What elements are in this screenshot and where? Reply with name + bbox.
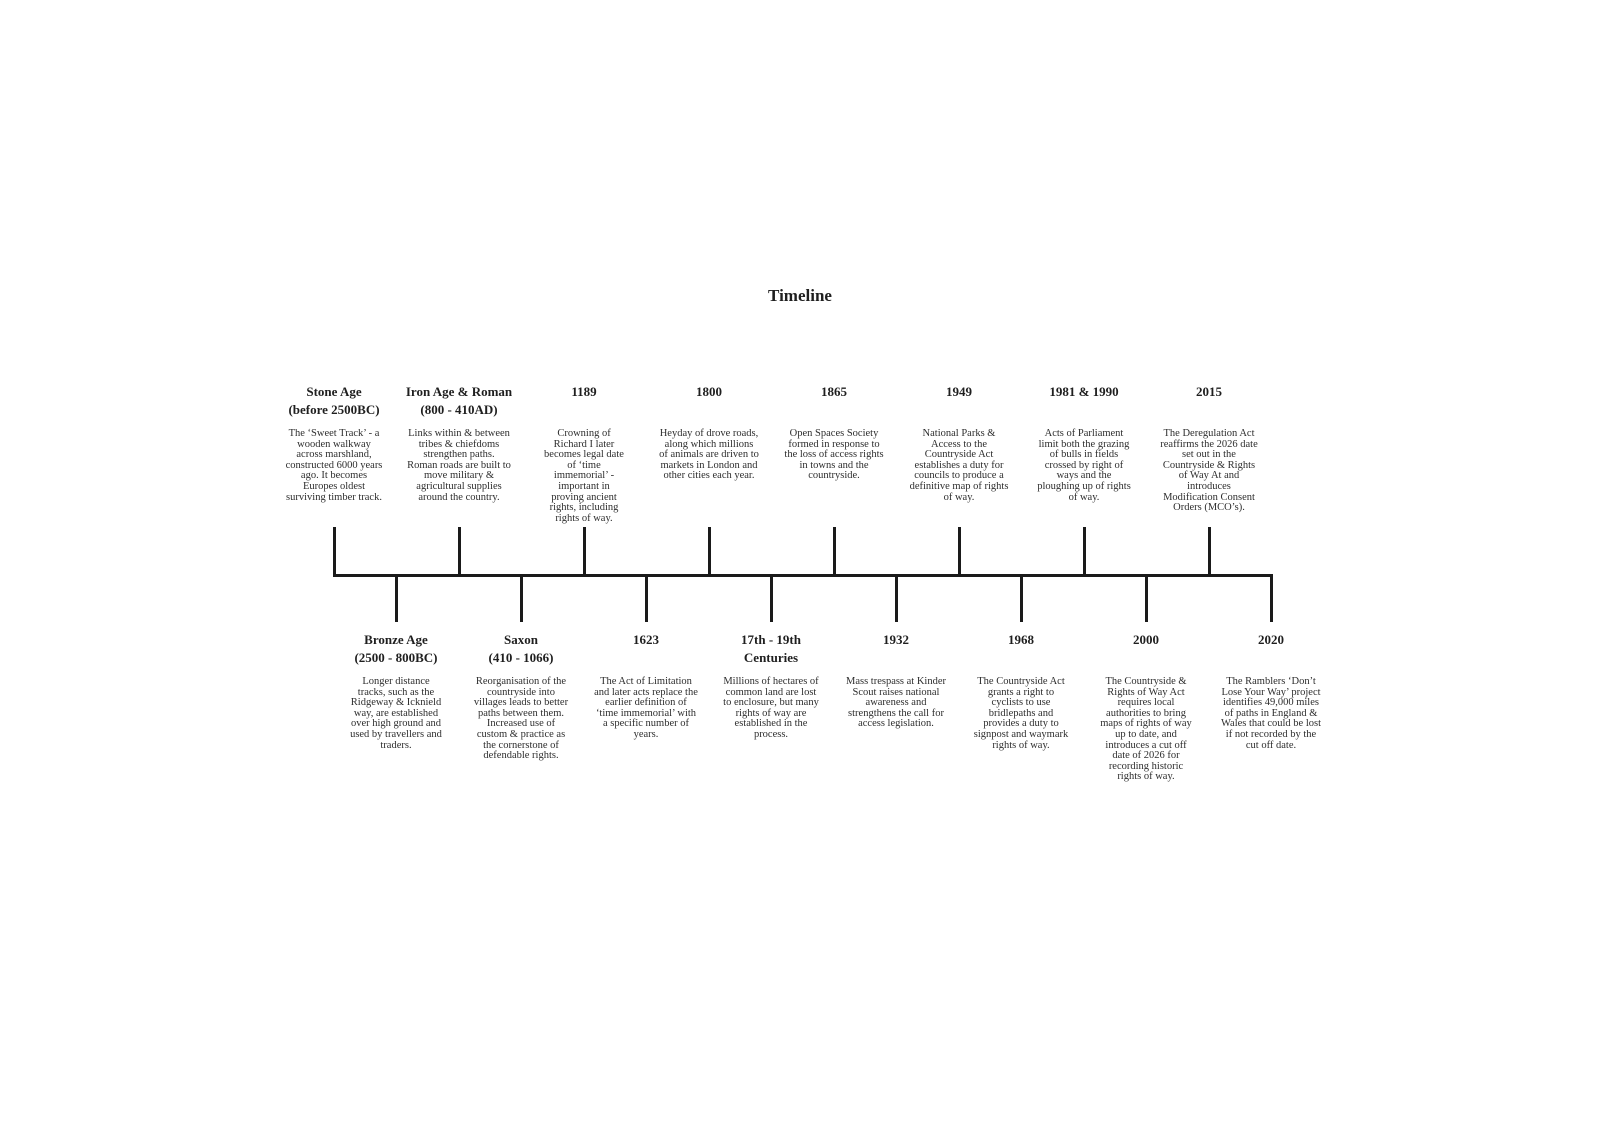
event-label: Iron Age & Roman (800 - 410AD) <box>405 384 513 417</box>
event-label: 2000 <box>1133 632 1159 647</box>
event-description: Heyday of drove roads, along which millions of animals are driven to markets in London and other cities each year. <box>659 428 759 482</box>
event-1949 <box>889 383 1029 503</box>
tick-iron-age-roman <box>458 527 461 575</box>
tick-1932 <box>895 574 898 622</box>
event-label: 1623 <box>633 632 659 647</box>
tick-1981-1990 <box>1083 527 1086 575</box>
event-2000 <box>1076 631 1216 783</box>
event-description: The Act of Limitation and later acts replace the earlier definition of ‘time immemorial’ with a specific number of years. <box>594 676 698 740</box>
tick-2000 <box>1145 574 1148 622</box>
tick-2020 <box>1270 574 1273 622</box>
event-1968 <box>951 631 1091 751</box>
event-description: Millions of hectares of common land are lost to enclosure, but many rights of way are established in the process. <box>723 676 819 740</box>
event-description: Reorganisation of the countryside into villages leads to better paths between them. Increased use of custom & practice as the cornerstone of defendable rights. <box>473 676 569 762</box>
event-1800 <box>639 383 779 482</box>
event-1623 <box>576 631 716 741</box>
event-label: 2020 <box>1258 632 1284 647</box>
event-label: 1968 <box>1008 632 1034 647</box>
event-description: Longer distance tracks, such as the Ridgeway & Icknield way, are established over high ground and used by travellers and traders. <box>350 676 442 751</box>
event-label: 1800 <box>696 384 722 399</box>
tick-1623 <box>645 574 648 622</box>
event-bronze-age <box>326 631 466 751</box>
event-label: 1932 <box>883 632 909 647</box>
event-1981-1990 <box>1014 383 1154 503</box>
event-description: Links within & between tribes & chiefdoms strengthen paths. Roman roads are built to move military & agricultural supplies around the country. <box>407 428 511 503</box>
timeline-axis <box>333 574 1273 577</box>
tick-2015 <box>1208 527 1211 575</box>
event-label: 17th - 19th Centuries <box>741 632 801 665</box>
event-2015 <box>1139 383 1279 514</box>
event-iron-age-roman <box>389 383 529 503</box>
event-label: Stone Age (before 2500BC) <box>288 384 380 417</box>
tick-17th-19th <box>770 574 773 622</box>
tick-1968 <box>1020 574 1023 622</box>
event-label: 1865 <box>821 384 847 399</box>
event-label: 2015 <box>1196 384 1222 399</box>
event-description: Open Spaces Society formed in response to the loss of access rights in towns and the countryside. <box>784 428 884 482</box>
event-description: The Countryside & Rights of Way Act requires local authorities to bring maps of rights of way up to date, and introduces a cut off date of 2026 for recording historic rights of way. <box>1100 676 1192 783</box>
tick-stone-age <box>333 527 336 575</box>
event-description: The Countryside Act grants a right to cyclists to use bridlepaths and provides a duty to signpost and waymark rights of way. <box>973 676 1069 751</box>
event-stone-age <box>264 383 404 503</box>
event-2020 <box>1201 631 1341 751</box>
event-1932 <box>826 631 966 730</box>
tick-1949 <box>958 527 961 575</box>
tick-1189 <box>583 527 586 575</box>
tick-saxon <box>520 574 523 622</box>
page-title: Timeline <box>768 286 832 305</box>
event-label: 1189 <box>571 384 597 399</box>
event-17th-19th <box>701 631 841 741</box>
event-label: 1949 <box>946 384 972 399</box>
tick-bronze-age <box>395 574 398 622</box>
event-saxon <box>451 631 591 762</box>
event-description: The ‘Sweet Track’ - a wooden walkway across marshland, constructed 6000 years ago. It becomes Europes oldest surviving timber track. <box>285 428 383 503</box>
event-description: The Ramblers ‘Don’t Lose Your Way’ project identifies 49,000 miles of paths in England & Wales that could be lost if not recorded by the cut off date. <box>1220 676 1322 751</box>
event-description: The Deregulation Act reaffirms the 2026 date set out in the Countryside & Rights of Way At and introduces Modification Consent Orders (MCO’s). <box>1160 428 1258 514</box>
event-1189 <box>514 383 654 524</box>
event-description: Mass trespass at Kinder Scout raises national awareness and strengthens the call for access legislation. <box>845 676 947 730</box>
tick-1865 <box>833 527 836 575</box>
event-label: Bronze Age (2500 - 800BC) <box>354 632 438 665</box>
event-label: 1981 & 1990 <box>1049 384 1119 399</box>
event-description: Crowning of Richard I later becomes legal date of ‘time immemorial’ - important in proving ancient rights, including rights of way. <box>544 428 624 524</box>
event-description: National Parks & Access to the Countryside Act establishes a duty for councils to produce a definitive map of rights of way. <box>909 428 1009 503</box>
event-description: Acts of Parliament limit both the grazing of bulls in fields crossed by right of ways and the ploughing up of rights of way. <box>1037 428 1131 503</box>
event-label: Saxon (410 - 1066) <box>488 632 554 665</box>
tick-1800 <box>708 527 711 575</box>
event-1865 <box>764 383 904 482</box>
